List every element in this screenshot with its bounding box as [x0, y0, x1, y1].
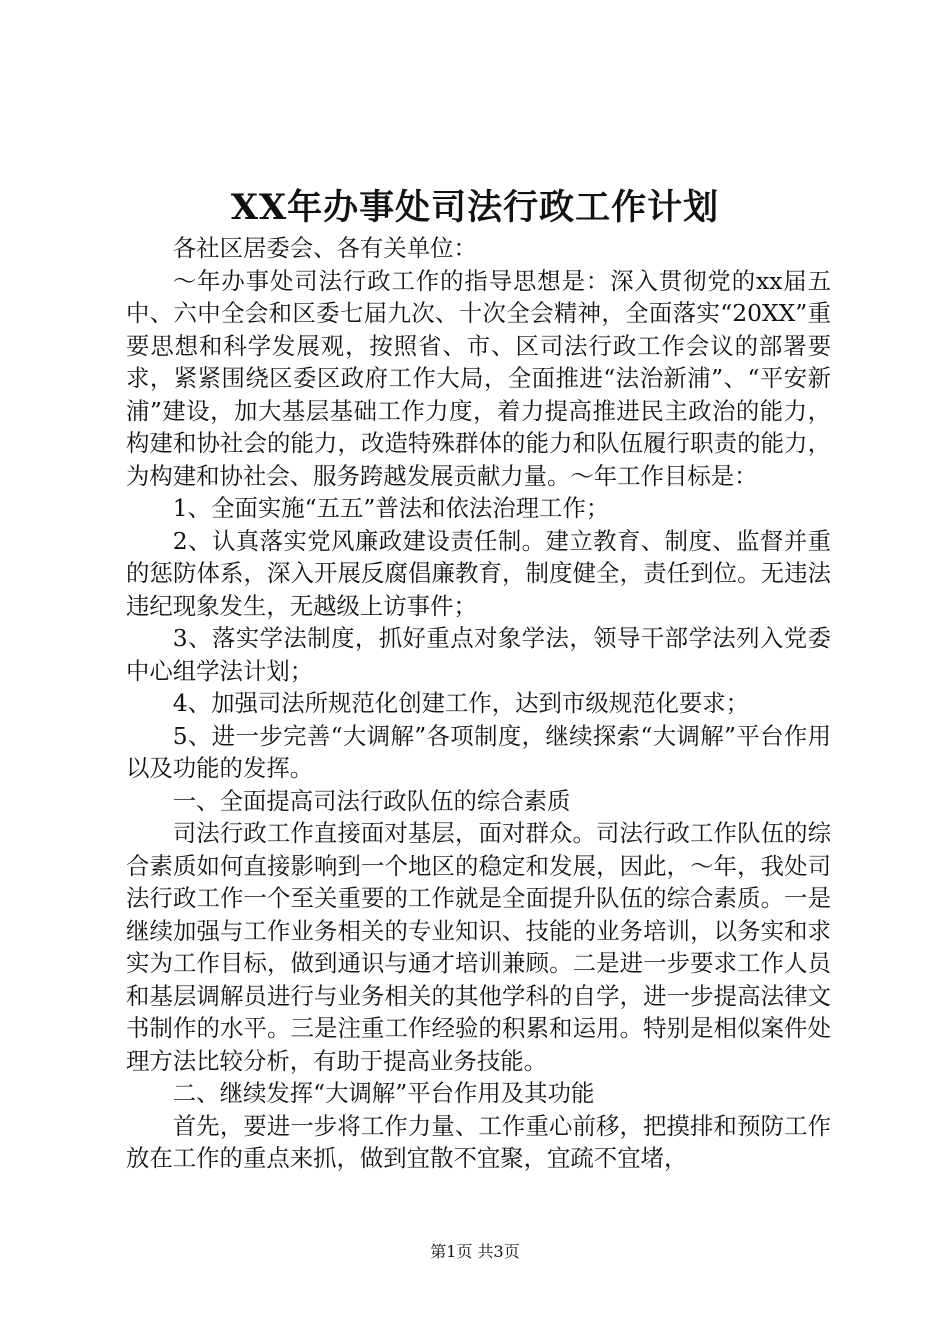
section-heading-1: 一、全面提高司法行政队伍的综合素质 — [172, 786, 571, 815]
goal-item-1: 1、全面实施“五五”普法和依法治理工作； — [172, 494, 610, 522]
document-body — [126, 232, 831, 1175]
page-footer: 第1页 共3页 — [430, 1242, 520, 1261]
guiding-thought-paragraph: ～年办事处司法行政工作的指导思想是：深入贯彻党的xx届五中、六中全会和区委七届九次、十次全会精神，全面落实“20XX”重要思想和科学发展观，按照省、市、区司法行政工作会议的部署要求，紧紧围绕区委区政府工作大局，全面推进“法治新浦”、“平安新浦”建设，加大基层基础工作力度，着力提高推进民主政治的能力，构建和协社会的能力，改造特殊群体的能力和队伍履行职责的能力，为构建和协社会、服务跨越发展贡献力量。～年工作目标是： — [126, 266, 831, 490]
section-1-paragraph: 司法行政工作直接面对基层，面对群众。司法行政工作队伍的综合素质如何直接影响到一个地区的稳定和发展，因此，～年，我处司法行政工作一个至关重要的工作就是全面提升队伍的综合素质。一是继续加强与工作业务相关的专业知识、技能的业务培训，以务实和求实为工作目标，做到通识与通才培训兼顾。二是进一步要求工作人员和基层调解员进行与业务相关的其他学科的自学，进一步提高法律文书制作的水平。三是注重工作经验的积累和运用。特别是相似案件处理方法比较分析，有助于提高业务技能。 — [126, 819, 831, 1075]
goal-item-4: 4、加强司法所规范化创建工作，达到市级规范化要求； — [172, 689, 750, 717]
goal-item-5: 5、进一步完善“大调解”各项制度，继续探索“大调解”平台作用以及功能的发挥。 — [126, 721, 831, 782]
goal-item-2: 2、认真落实党风廉政建设责任制。建立教育、制度、监督并重的惩防体系，深入开展反腐倡廉教育，制度健全，责任到位。无违法违纪现象发生，无越级上访事件； — [126, 526, 831, 620]
salutation-paragraph: 各社区居委会、各有关单位： — [172, 234, 477, 262]
section-heading-2: 二、继续发挥“大调解”平台作用及其功能 — [172, 1079, 595, 1107]
goal-item-3: 3、落实学法制度，抓好重点对象学法，领导干部学法列入党委中心组学法计划； — [126, 624, 831, 685]
section-2-paragraph: 首先，要进一步将工作力量、工作重心前移，把摸排和预防工作放在工作的重点来抓，做到宜散不宜聚，宜疏不宜堵， — [126, 1111, 831, 1172]
document-title: XX年办事处司法行政工作计划 — [230, 187, 720, 228]
